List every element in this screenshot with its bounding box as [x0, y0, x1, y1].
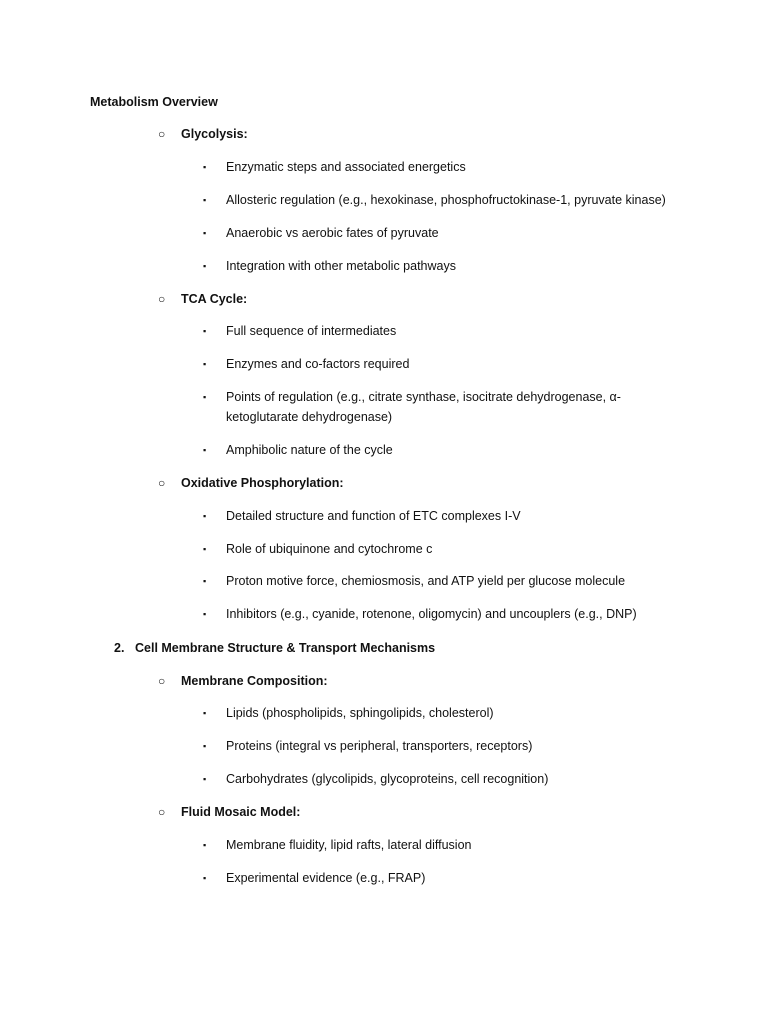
square-bullet-icon: ▪ [203, 261, 207, 271]
square-bullet-icon: ▪ [203, 741, 207, 751]
list-item: Enzymatic steps and associated energetics [226, 160, 466, 174]
list-item: Lipids (phospholipids, sphingolipids, cholesterol) [226, 706, 494, 720]
list-item: Proton motive force, chemiosmosis, and ATP yield per glucose molecule [226, 574, 626, 588]
list-item: Full sequence of intermediates [226, 324, 397, 338]
section-heading-glycolysis: Glycolysis: [181, 127, 248, 141]
page-title: Metabolism Overview [90, 95, 218, 109]
list-item: Amphibolic nature of the cycle [226, 443, 393, 457]
square-bullet-icon: ▪ [203, 392, 207, 402]
list-item: Integration with other metabolic pathways [226, 259, 456, 273]
list-item: Anaerobic vs aerobic fates of pyruvate [226, 226, 439, 240]
section-heading-cell-membrane: Cell Membrane Structure & Transport Mechanisms [135, 641, 436, 655]
list-item: Allosteric regulation (e.g., hexokinase, phosphofructokinase-1, pyruvate kinase) [226, 193, 666, 207]
section-heading-tca-cycle: TCA Cycle: [181, 292, 248, 306]
list-item: Points of regulation (e.g., citrate synthase, isocitrate dehydrogenase, α- [226, 390, 621, 404]
square-bullet-icon: ▪ [203, 708, 207, 718]
circle-bullet-icon: ○ [158, 674, 166, 688]
square-bullet-icon: ▪ [203, 609, 207, 619]
subsection-heading-membrane-composition: Membrane Composition: [181, 674, 328, 688]
list-item-continuation: ketoglutarate dehydrogenase) [226, 410, 393, 424]
list-item: Enzymes and co-factors required [226, 357, 410, 371]
list-item: Role of ubiquinone and cytochrome c [226, 542, 433, 556]
circle-bullet-icon: ○ [158, 292, 166, 306]
subsection-heading-fluid-mosaic-model: Fluid Mosaic Model: [181, 805, 301, 819]
circle-bullet-icon: ○ [158, 127, 166, 141]
list-item: Carbohydrates (glycolipids, glycoproteins, cell recognition) [226, 772, 549, 786]
list-item: Proteins (integral vs peripheral, transporters, receptors) [226, 739, 533, 753]
square-bullet-icon: ▪ [203, 359, 207, 369]
list-item: Membrane fluidity, lipid rafts, lateral diffusion [226, 838, 472, 852]
section-number: 2. [114, 641, 125, 655]
square-bullet-icon: ▪ [203, 326, 207, 336]
list-item: Detailed structure and function of ETC complexes I-V [226, 509, 521, 523]
list-item: Experimental evidence (e.g., FRAP) [226, 871, 426, 885]
square-bullet-icon: ▪ [203, 228, 207, 238]
circle-bullet-icon: ○ [158, 476, 166, 490]
section-heading-oxidative-phosphorylation: Oxidative Phosphorylation: [181, 476, 344, 490]
square-bullet-icon: ▪ [203, 544, 207, 554]
square-bullet-icon: ▪ [203, 774, 207, 784]
square-bullet-icon: ▪ [203, 840, 207, 850]
square-bullet-icon: ▪ [203, 576, 207, 586]
circle-bullet-icon: ○ [158, 805, 166, 819]
square-bullet-icon: ▪ [203, 873, 207, 883]
square-bullet-icon: ▪ [203, 511, 207, 521]
square-bullet-icon: ▪ [203, 162, 207, 172]
square-bullet-icon: ▪ [203, 445, 207, 455]
list-item: Inhibitors (e.g., cyanide, rotenone, oligomycin) and uncouplers (e.g., DNP) [226, 607, 637, 621]
square-bullet-icon: ▪ [203, 195, 207, 205]
